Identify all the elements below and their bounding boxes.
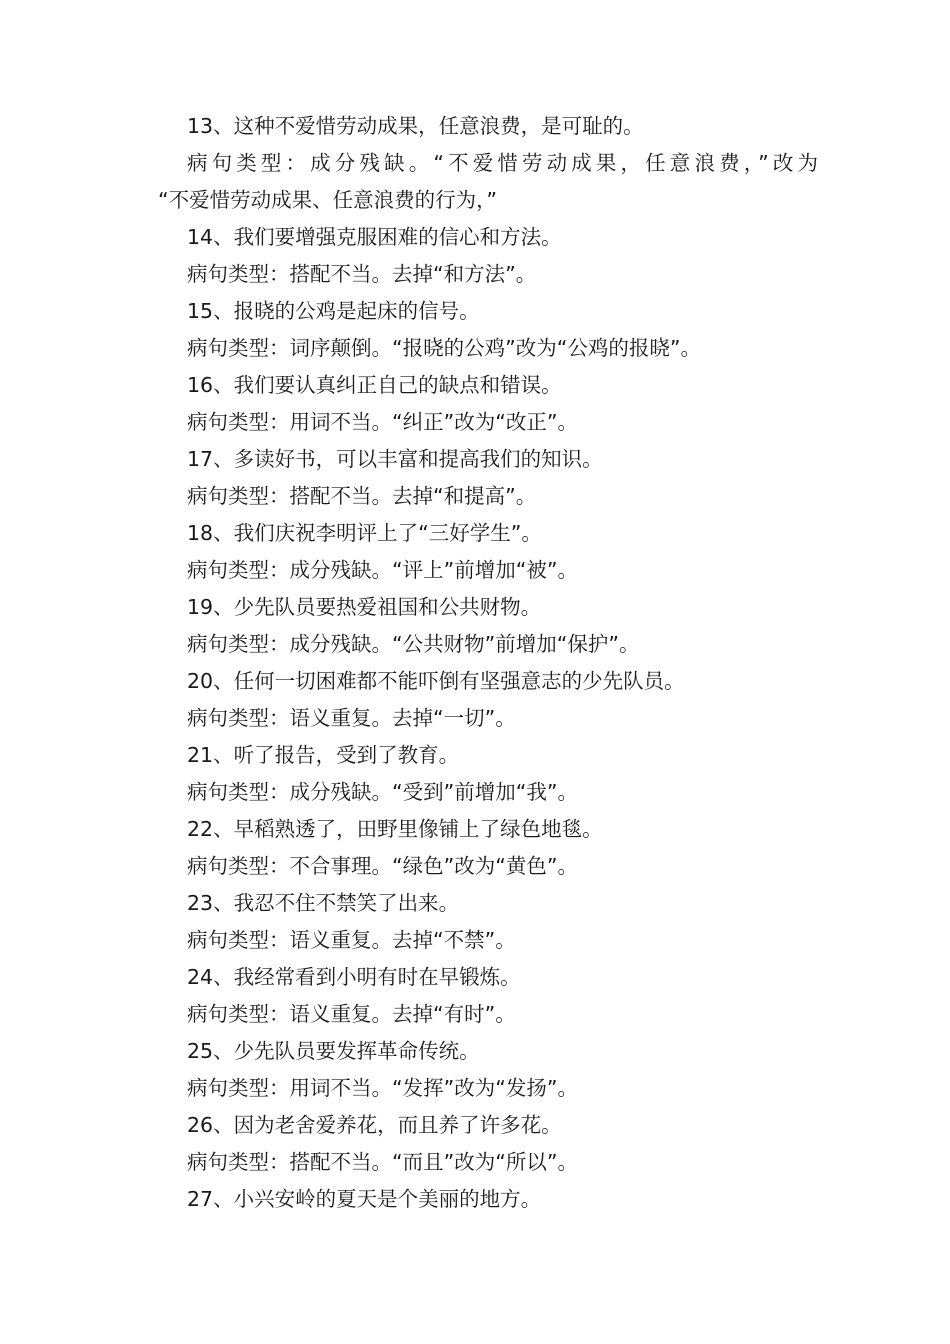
text-line: 病句类型：搭配不当。“而且”改为“所以”。 xyxy=(187,1150,578,1174)
text-line: 病句类型：用词不当。“发挥”改为“发扬”。 xyxy=(187,1076,578,1100)
text-line: 26、因为老舍爱养花，而且养了许多花。 xyxy=(187,1113,562,1137)
text-line: 病句类型：成分残缺。“评上”前增加“被”。 xyxy=(187,558,578,582)
text-line: 病句类型：语义重复。去掉“一切”。 xyxy=(187,706,516,730)
text-line: 15、报晓的公鸡是起床的信号。 xyxy=(187,299,480,323)
text-line: 20、任何一切困难都不能吓倒有坚强意志的少先队员。 xyxy=(187,669,685,693)
text-line: 17、多读好书，可以丰富和提高我们的知识。 xyxy=(187,447,603,471)
text-line: 病句类型：不合事理。“绿色”改为“黄色”。 xyxy=(187,854,578,878)
text-line: 27、小兴安岭的夏天是个美丽的地方。 xyxy=(187,1187,542,1211)
text-line: 16、我们要认真纠正自己的缺点和错误。 xyxy=(187,373,562,397)
text-line: 病句类型：成分残缺。“公共财物”前增加“保护”。 xyxy=(187,632,640,656)
text-line: 13、这种不爱惜劳动成果，任意浪费，是可耻的。 xyxy=(187,114,644,138)
text-line: 病句类型：成分残缺。“不爱惜劳动成果，任意浪费，”改为 xyxy=(187,151,818,175)
text-line: 23、我忍不住不禁笑了出来。 xyxy=(187,891,460,915)
text-line: 病句类型：搭配不当。去掉“和方法”。 xyxy=(187,262,537,286)
text-line: “不爱惜劳动成果、任意浪费的行为，” xyxy=(158,188,497,212)
document-body xyxy=(158,108,818,1218)
text-line: 病句类型：用词不当。“纠正”改为“改正”。 xyxy=(187,410,578,434)
text-line: 22、早稻熟透了，田野里像铺上了绿色地毯。 xyxy=(187,817,603,841)
text-line: 病句类型：词序颠倒。“报晓的公鸡”改为“公鸡的报晓”。 xyxy=(187,336,701,360)
text-line: 14、我们要增强克服困难的信心和方法。 xyxy=(187,225,562,249)
text-line: 24、我经常看到小明有时在早锻炼。 xyxy=(187,965,521,989)
text-line: 病句类型：成分残缺。“受到”前增加“我”。 xyxy=(187,780,578,804)
text-line: 病句类型：语义重复。去掉“不禁”。 xyxy=(187,928,516,952)
text-line: 18、我们庆祝李明评上了“三好学生”。 xyxy=(187,521,542,545)
text-line: 25、少先队员要发挥革命传统。 xyxy=(187,1039,480,1063)
text-line: 21、听了报告，受到了教育。 xyxy=(187,743,460,767)
text-line: 19、少先队员要热爱祖国和公共财物。 xyxy=(187,595,542,619)
text-line: 病句类型：语义重复。去掉“有时”。 xyxy=(187,1002,516,1026)
text-line: 病句类型：搭配不当。去掉“和提高”。 xyxy=(187,484,537,508)
